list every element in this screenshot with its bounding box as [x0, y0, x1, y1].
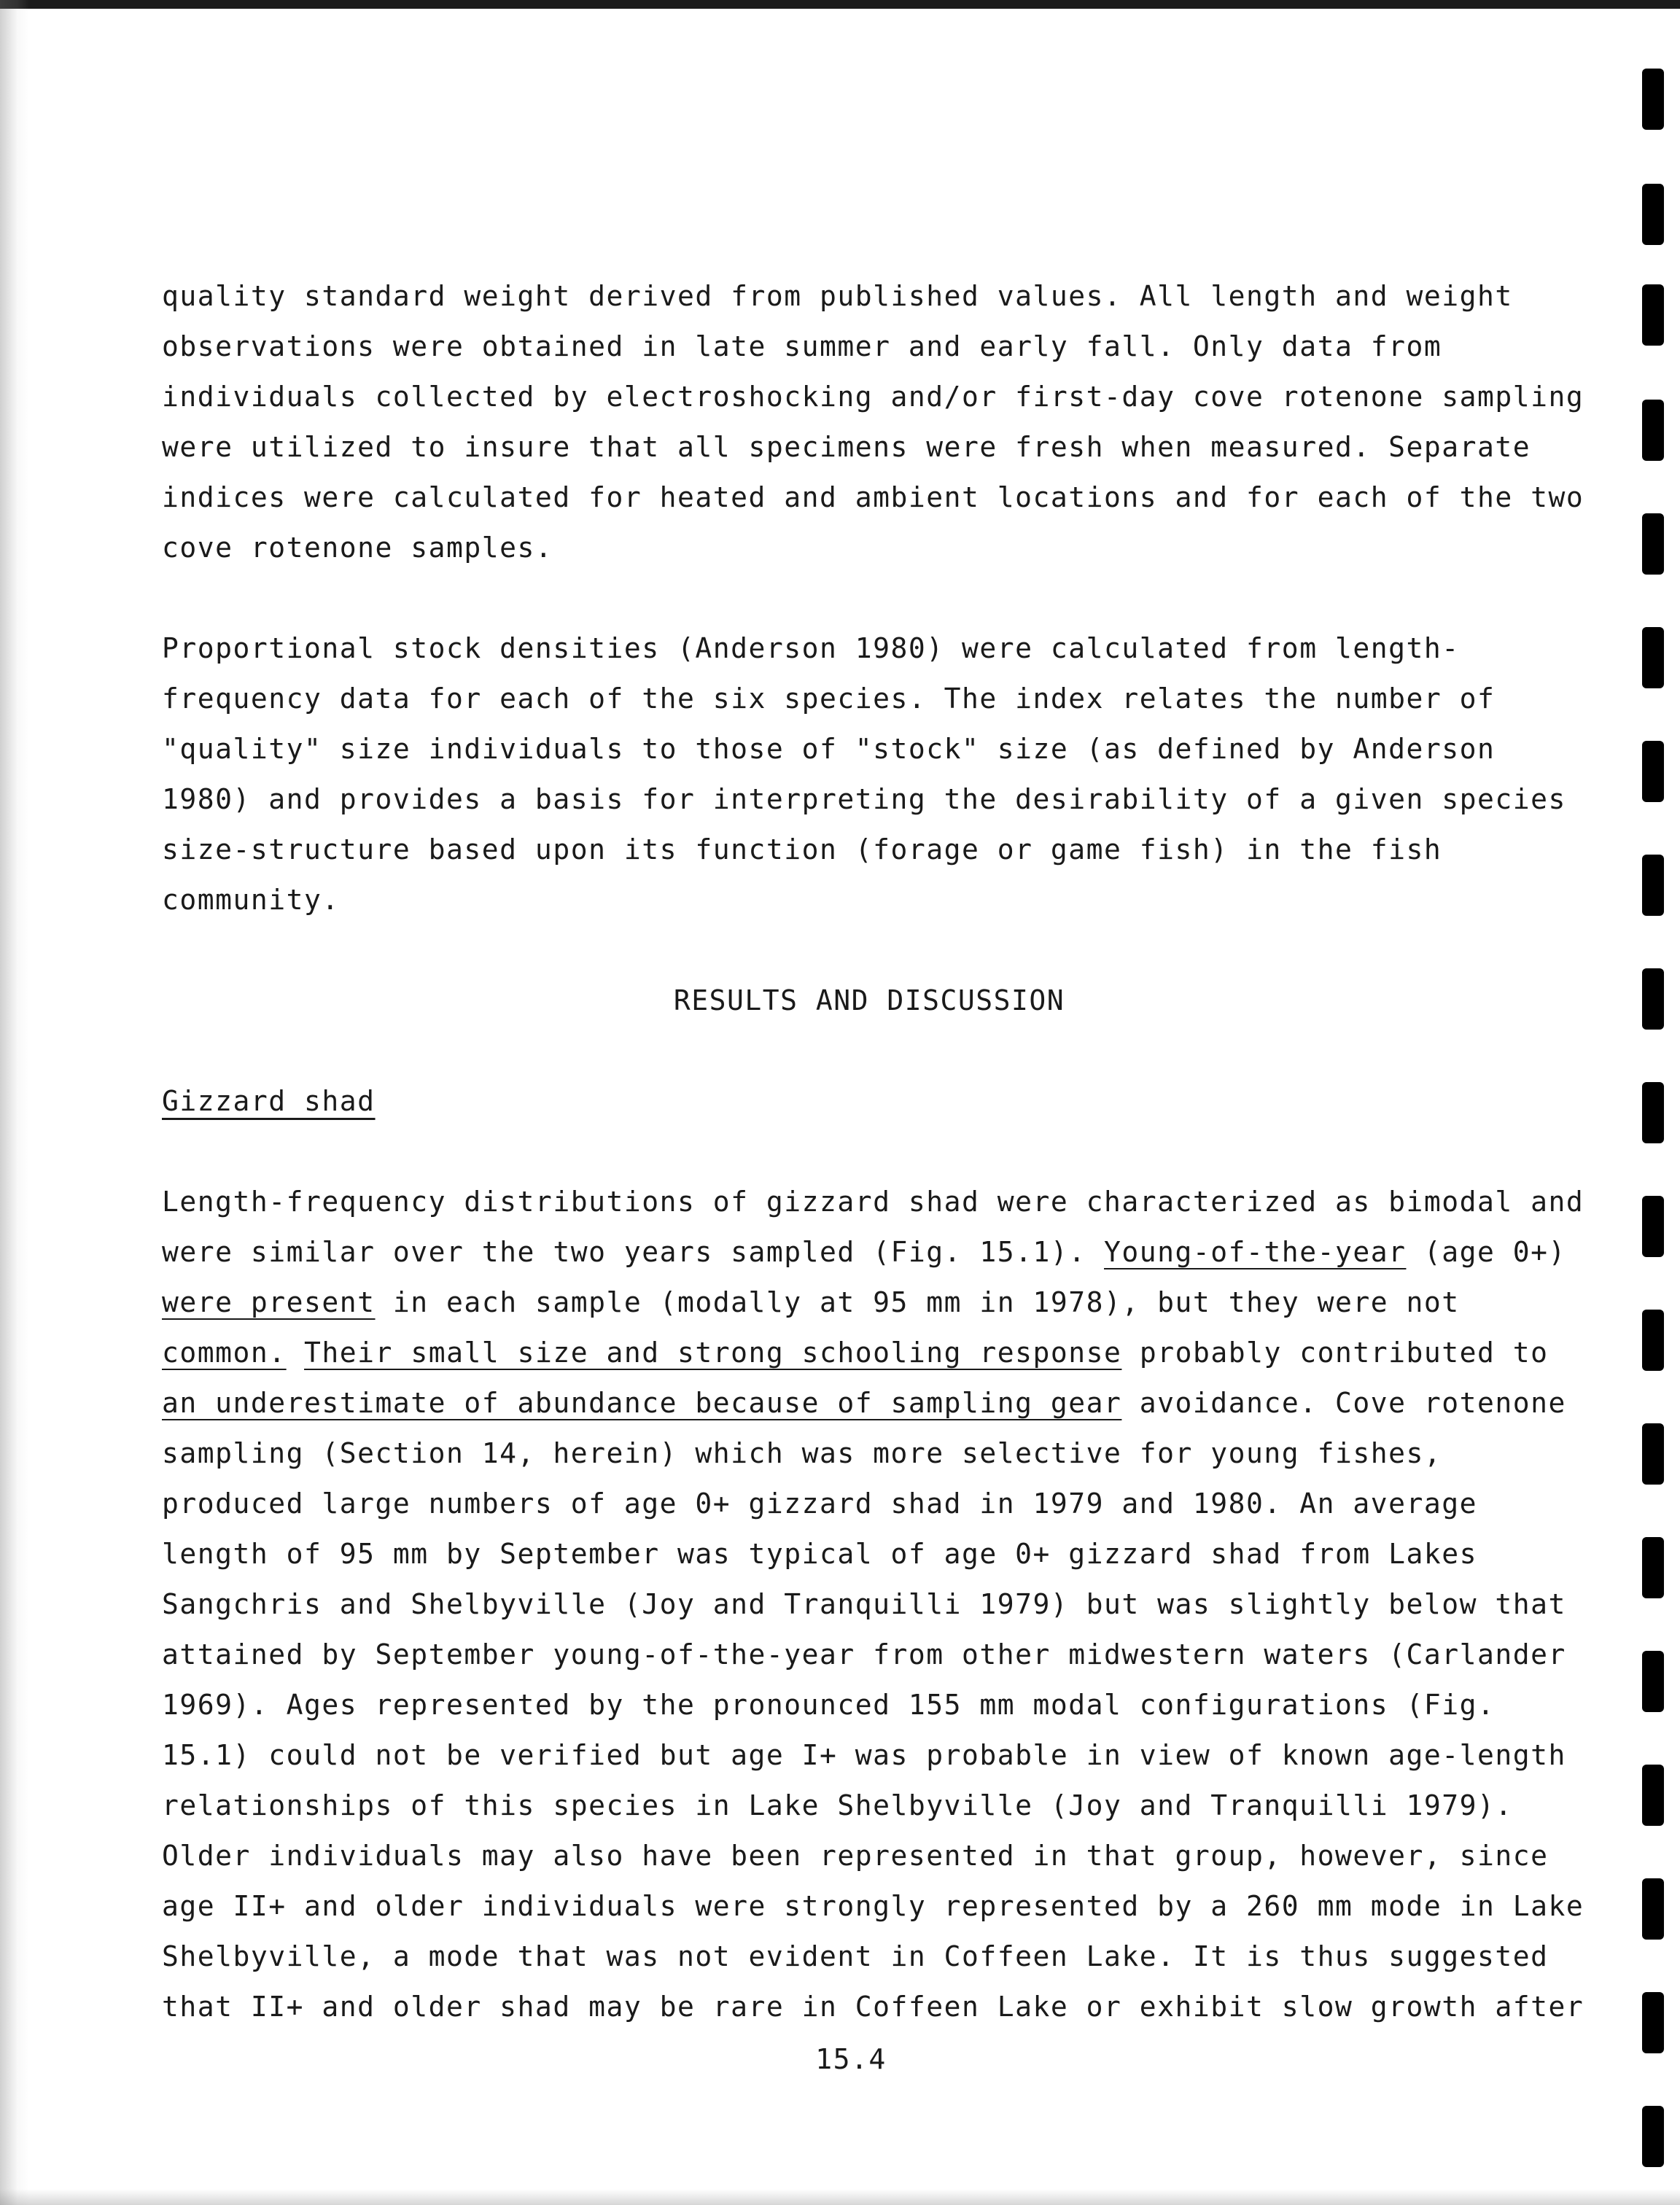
text-line: [162, 1328, 1549, 1378]
perforation-mark: [1642, 2106, 1664, 2167]
section-heading: RESULTS AND DISCUSSION: [673, 984, 1065, 1016]
perforation-mark: [1642, 1651, 1664, 1712]
perforation-mark: [1642, 69, 1664, 130]
perforation-mark: [1642, 400, 1664, 461]
film-perforation-strip: [1614, 0, 1680, 2205]
text-line: age II+ and older individuals were strongly represented by a 260 mm mode in Lake: [162, 1890, 1584, 1922]
underlined-text: Young-of-the-year: [1104, 1236, 1407, 1268]
perforation-mark: [1642, 1082, 1664, 1143]
perforation-mark: [1642, 1537, 1664, 1598]
text-line: 1980) and provides a basis for interpreting the desirability of a given species: [162, 783, 1566, 815]
perforation-mark: [1642, 1196, 1664, 1257]
underlined-text: an underestimate of abundance because of sampling gear: [162, 1387, 1122, 1419]
text-line: [162, 1278, 1525, 1328]
text-line: individuals collected by electroshocking and/or first-day cove rotenone sampling: [162, 381, 1584, 413]
document-body: [162, 271, 1584, 2032]
text-line: Sangchris and Shelbyville (Joy and Tranquilli 1979) but was slightly below that: [162, 1588, 1566, 1620]
perforation-mark: [1642, 184, 1664, 245]
text-line: [162, 1378, 1566, 1428]
perforation-mark: [1642, 855, 1664, 916]
perforation-mark: [1642, 1310, 1664, 1371]
perforation-mark: [1642, 627, 1664, 688]
text-line: "quality" size individuals to those of "stock" size (as defined by Anderson: [162, 733, 1496, 765]
text-run: avoidance. Cove rotenone: [1121, 1387, 1566, 1419]
paragraph-gizzard-shad: [162, 1177, 1584, 2032]
perforation-mark: [1642, 1878, 1664, 1940]
page-number: 15.4: [815, 2043, 887, 2075]
text-line: length of 95 mm by September was typical of age 0+ gizzard shad from Lakes: [162, 1538, 1477, 1570]
text-line: indices were calculated for heated and ambient locations and for each of the two: [162, 481, 1584, 513]
underlined-text: were present: [162, 1286, 376, 1318]
text-line: community.: [162, 884, 340, 916]
text-run: were similar over the two years sampled (Fig. 15.1).: [162, 1236, 1105, 1268]
text-line: Shelbyville, a mode that was not evident in Coffeen Lake. It is thus suggested: [162, 1940, 1549, 1972]
text-line: frequency data for each of the six species. The index relates the number of: [162, 682, 1496, 715]
text-line: Length-frequency distributions of gizzard shad were characterized as bimodal and: [162, 1186, 1584, 1218]
text-line: 1969). Ages represented by the pronounced 155 mm modal configurations (Fig.: [162, 1689, 1496, 1721]
underlined-text: Their small size and strong schooling response: [304, 1337, 1122, 1369]
text-line: sampling (Section 14, herein) which was more selective for young fishes,: [162, 1437, 1442, 1469]
text-line: relationships of this species in Lake Shelbyville (Joy and Tranquilli 1979).: [162, 1789, 1513, 1821]
perforation-mark: [1642, 1765, 1664, 1826]
underlined-text: common.: [162, 1337, 287, 1369]
text-line: size-structure based upon its function (forage or game fish) in the fish: [162, 833, 1442, 866]
perforation-mark: [1642, 284, 1664, 346]
text-run: (age 0+): [1406, 1236, 1566, 1268]
text-line: attained by September young-of-the-year from other midwestern waters (Carlander: [162, 1638, 1566, 1671]
text-line: Older individuals may also have been represented in that group, however, since: [162, 1840, 1549, 1872]
paragraph-stock-densities: [162, 623, 1566, 925]
perforation-mark: [1642, 513, 1664, 575]
subheading: [162, 1076, 1525, 1127]
text-run: in each sample (modally at 95 mm in 1978), but they were not: [375, 1286, 1460, 1318]
text-line: observations were obtained in late summer and early fall. Only data from: [162, 330, 1442, 362]
scan-left-edge: [0, 0, 29, 2205]
scan-top-edge: [0, 0, 1680, 9]
perforation-mark: [1642, 968, 1664, 1030]
text-line: Proportional stock densities (Anderson 1980) were calculated from length-: [162, 632, 1460, 664]
perforation-mark: [1642, 1423, 1664, 1485]
subheading-text: Gizzard shad: [162, 1085, 376, 1117]
text-run: probably contributed to: [1121, 1337, 1549, 1369]
text-line: that II+ and older shad may be rare in Coffeen Lake or exhibit slow growth after: [162, 1991, 1584, 2023]
paragraph-condition-indices: [162, 271, 1584, 573]
text-line: 15.1) could not be verified but age I+ was probable in view of known age-length: [162, 1739, 1566, 1771]
text-line: [162, 1227, 1566, 1278]
scan-bottom-edge: [0, 2189, 1680, 2205]
text-line: were utilized to insure that all specimens were fresh when measured. Separate: [162, 431, 1531, 463]
text-line: quality standard weight derived from published values. All length and weight: [162, 280, 1513, 312]
text-run: [287, 1337, 304, 1369]
text-line: produced large numbers of age 0+ gizzard shad in 1979 and 1980. An average: [162, 1488, 1477, 1520]
perforation-mark: [1642, 741, 1664, 802]
text-line: cove rotenone samples.: [162, 532, 553, 564]
